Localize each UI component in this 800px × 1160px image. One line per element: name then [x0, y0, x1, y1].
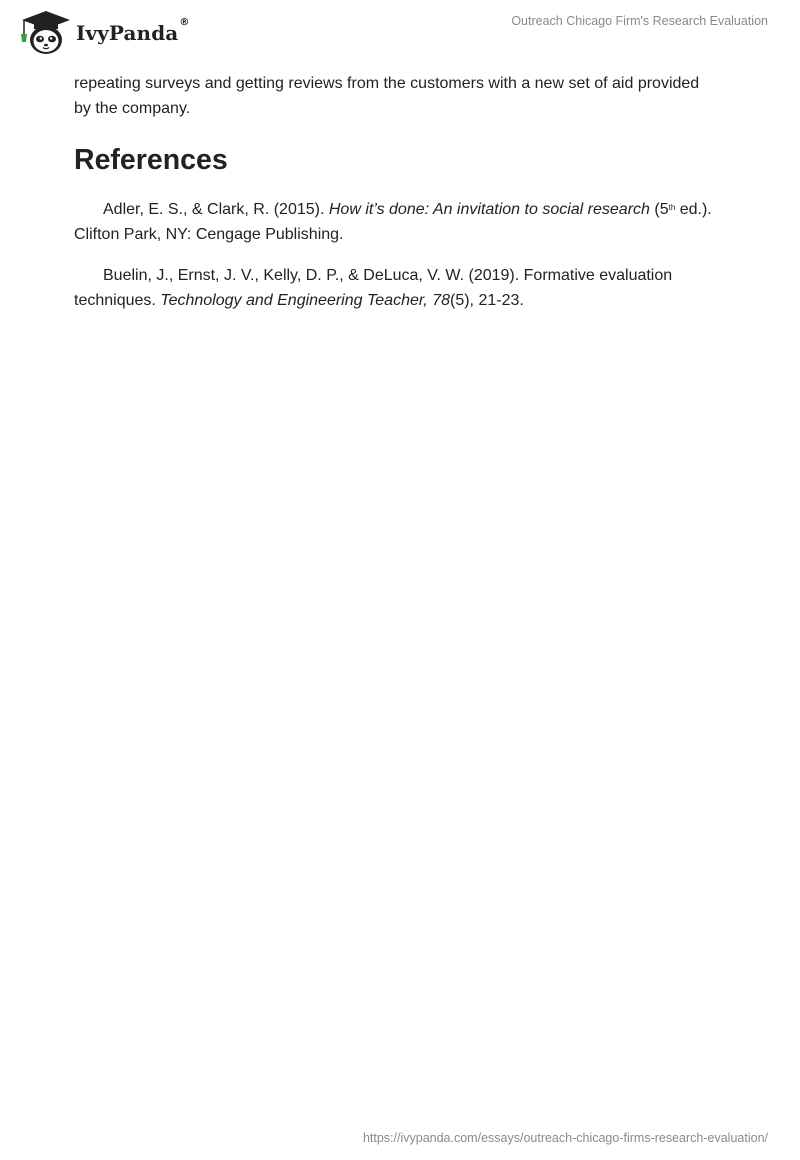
panda-graduation-cap-icon — [16, 8, 74, 56]
references-heading: References — [74, 144, 228, 176]
reference-edition: (5 — [649, 201, 669, 218]
reference-authors: Buelin, J., Ernst, J. V., Kelly, D. P., & DeLuca, V. W. (2019). Formative evaluation techniques. — [74, 267, 673, 309]
reference-pages: (5), 21-23. — [450, 292, 524, 309]
edition-superscript: th — [668, 203, 676, 212]
document-title: Outreach Chicago Firm's Research Evaluation — [511, 14, 768, 28]
ivypanda-logo[interactable] — [16, 8, 189, 56]
reference-title: How it’s done: An invitation to social research — [328, 201, 650, 218]
reference-journal: Technology and Engineering Teacher, 78 — [160, 292, 450, 309]
reference-authors: Adler, E. S., & Clark, R. (2015). — [103, 201, 329, 218]
intro-paragraph: repeating surveys and getting reviews from the customers with a new set of aid provided by the company. — [74, 75, 700, 117]
registered-mark: ® — [179, 17, 190, 28]
reference-entry — [74, 263, 714, 313]
reference-publisher: ed.). Clifton Park, NY: Cengage Publishing. — [74, 201, 712, 243]
page-header — [0, 0, 800, 64]
reference-entry — [74, 197, 714, 247]
document-body — [74, 71, 714, 313]
logo-wordmark: IvyPanda® — [76, 17, 190, 45]
source-url[interactable]: https://ivypanda.com/essays/outreach-chicago-firms-research-evaluation/ — [362, 1131, 768, 1145]
